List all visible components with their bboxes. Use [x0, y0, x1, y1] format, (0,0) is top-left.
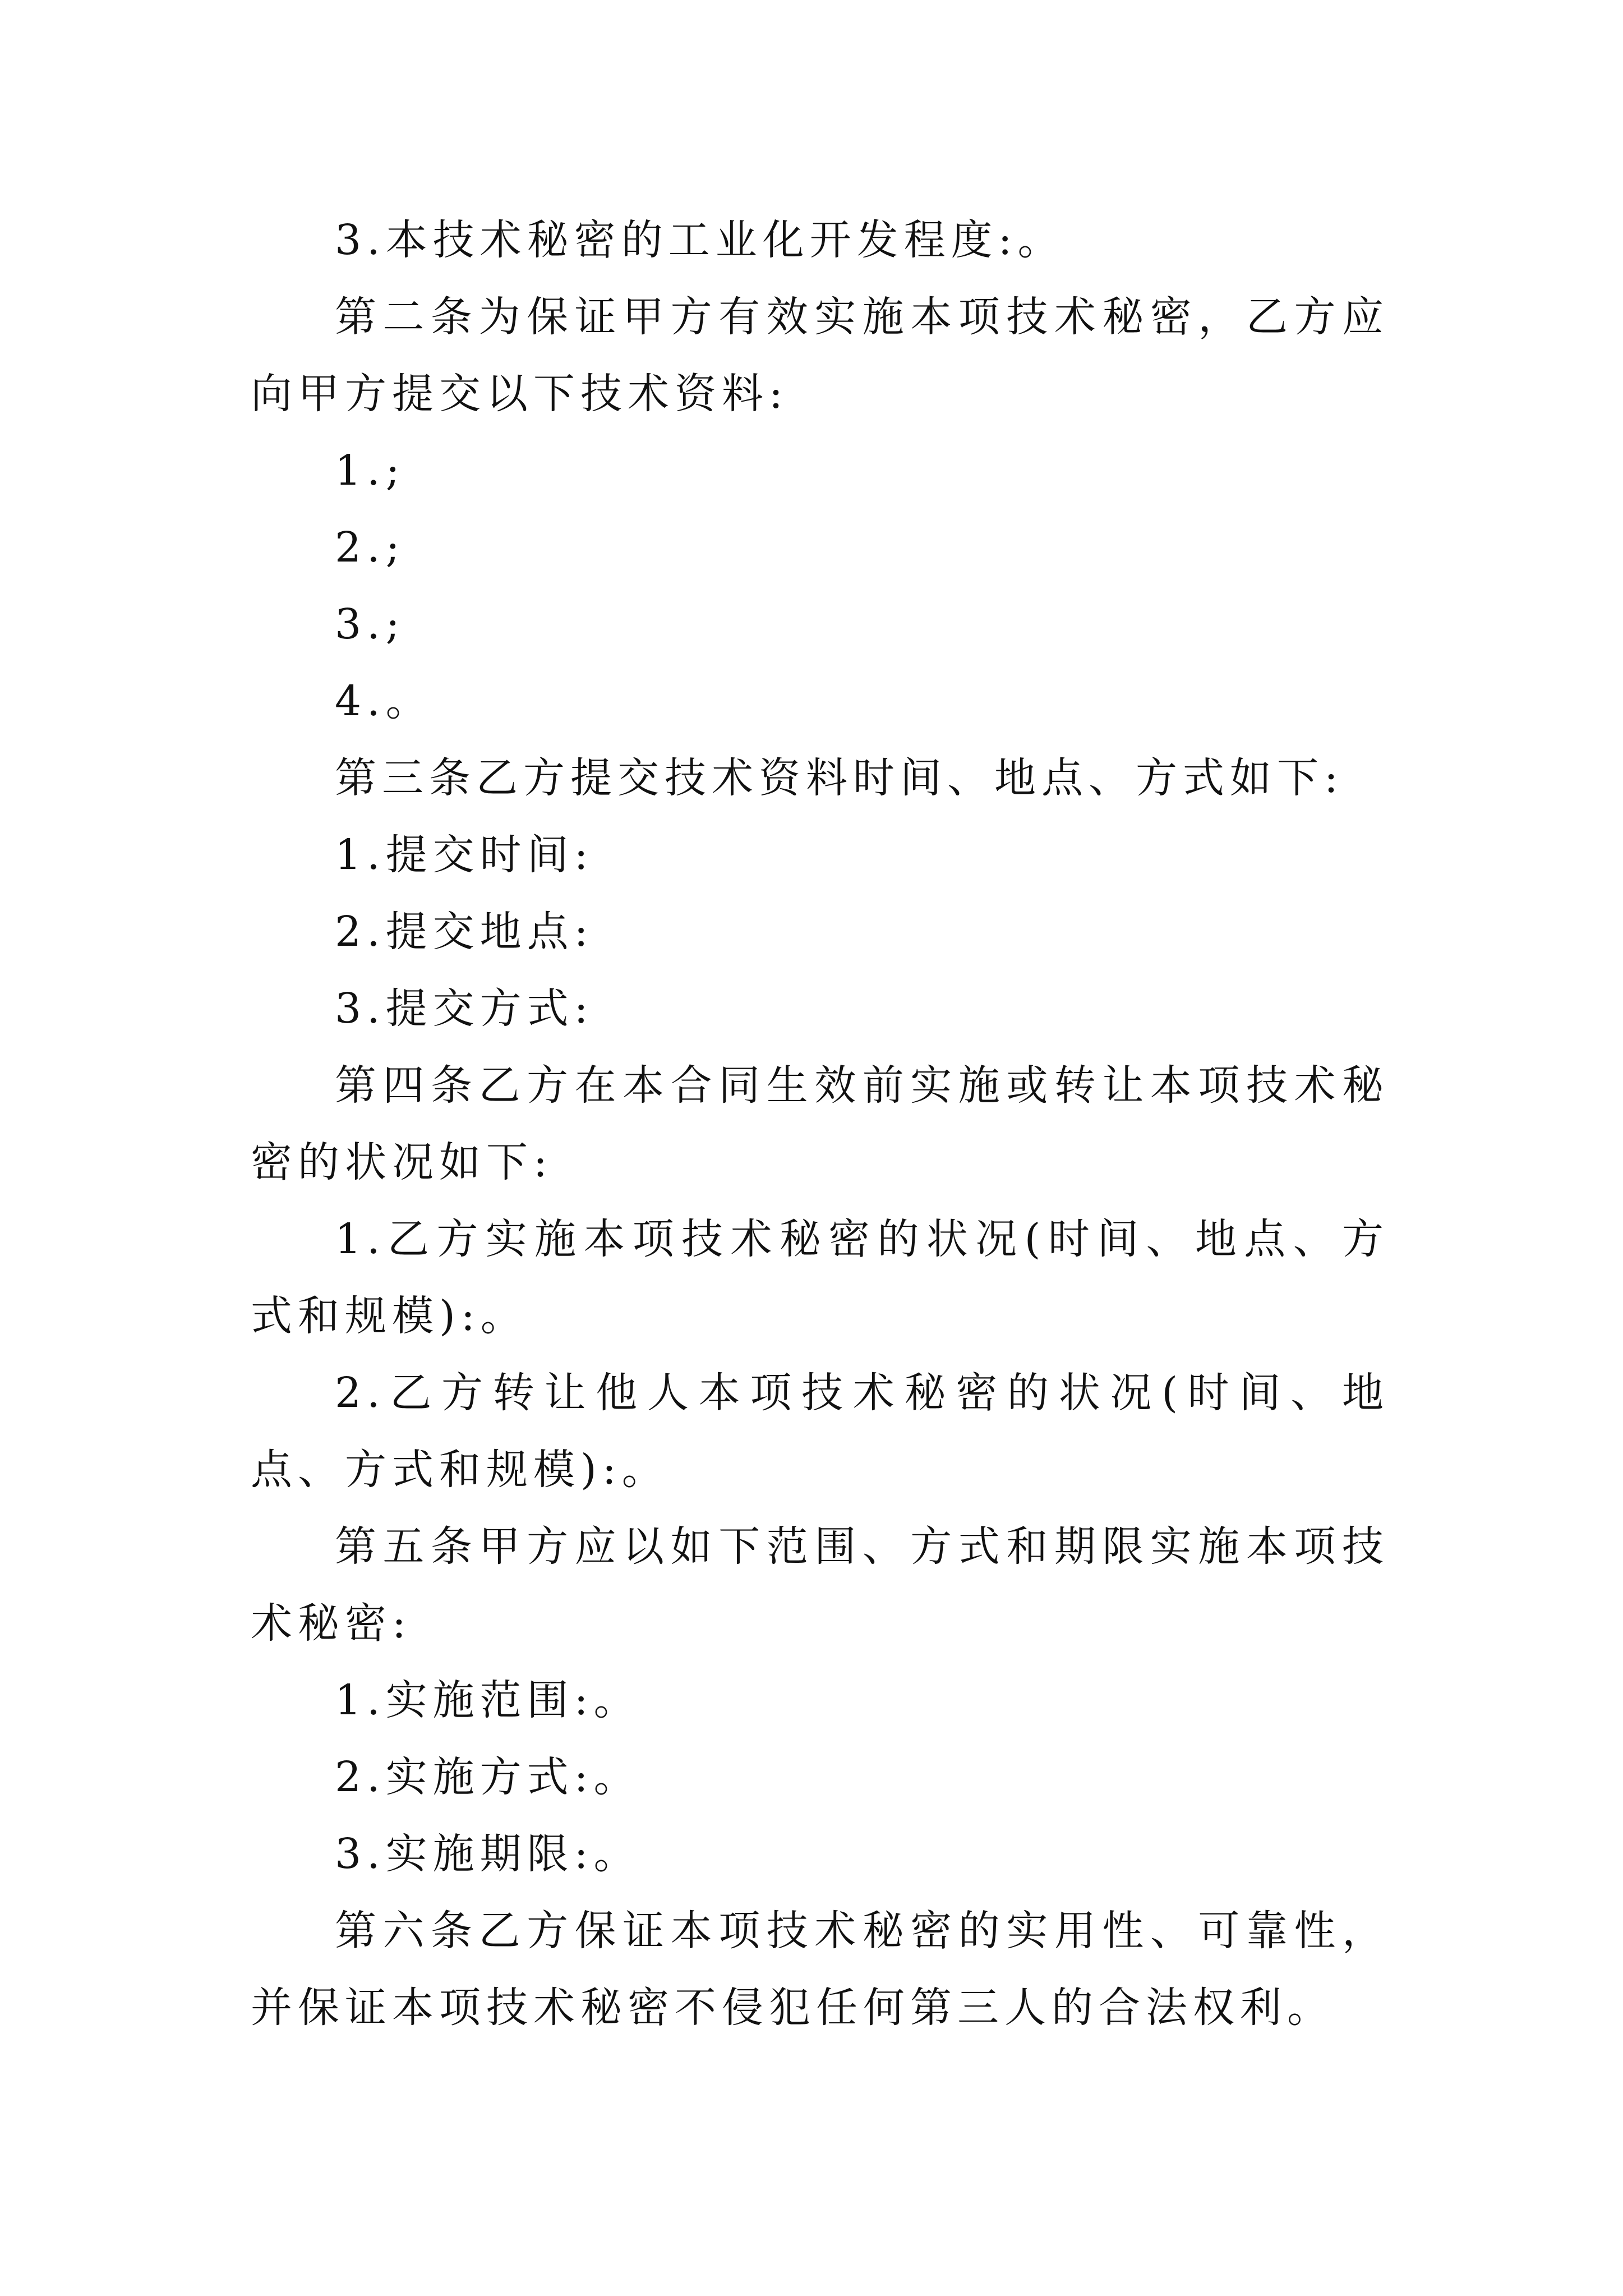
paragraph-implementation-period: 3.实施期限:。: [335, 1830, 641, 1878]
paragraph-article-6: 第六条乙方保证本项技术秘密的实用性、可靠性，并保证本项技术秘密不侵犯任何第三人的合法权利。: [251, 1907, 1389, 2032]
paragraph-implementation-method: 2.实施方式:。: [335, 1753, 641, 1801]
paragraph-article-3: 第三条乙方提交技术资料时间、地点、方式如下:: [335, 754, 1344, 802]
paragraph-article-2: 第二条为保证甲方有效实施本项技术秘密，乙方应向甲方提交以下技术资料:: [251, 293, 1389, 418]
paragraph-submit-method: 3.提交方式:: [335, 984, 594, 1033]
document-body: [251, 202, 1389, 2046]
paragraph-transfer-status: 2.乙方转让他人本项技术秘密的状况(时间、地点、方式和规模):。: [251, 1369, 1389, 1494]
paragraph-item-1: 1.;: [335, 447, 405, 495]
paragraph-item-2: 2.;: [335, 523, 405, 572]
paragraph-submit-time: 1.提交时间:: [335, 831, 594, 879]
paragraph-industrialization-degree: 3.本技术秘密的工业化开发程度:。: [335, 216, 1065, 264]
paragraph-article-5: 第五条甲方应以如下范围、方式和期限实施本项技术秘密:: [251, 1522, 1389, 1648]
paragraph-item-4: 4.。: [335, 677, 433, 725]
paragraph-item-3: 3.;: [335, 600, 405, 648]
paragraph-submit-place: 2.提交地点:: [335, 908, 594, 956]
paragraph-implementation-scope: 1.实施范围:。: [335, 1676, 641, 1724]
paragraph-article-4: 第四条乙方在本合同生效前实施或转让本项技术秘密的状况如下:: [251, 1061, 1389, 1186]
paragraph-implementation-status: 1.乙方实施本项技术秘密的状况(时间、地点、方式和规模):。: [251, 1215, 1389, 1340]
